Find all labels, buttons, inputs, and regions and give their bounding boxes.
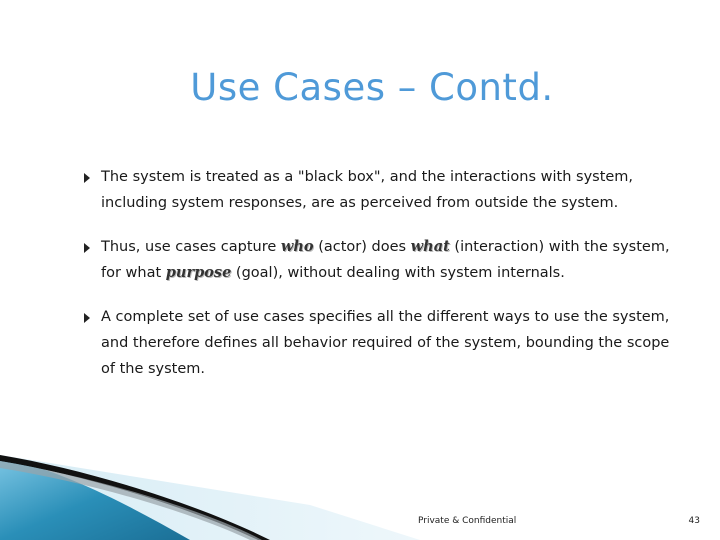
footer-text: Private & Confidential <box>418 516 517 526</box>
emphasis-text: what <box>410 238 450 255</box>
page-number: 43 <box>688 516 700 526</box>
bullet-text: (actor) does <box>313 239 411 255</box>
bullet-list <box>84 164 684 400</box>
emphasis-text: purpose <box>165 264 232 281</box>
slide-title: Use Cases – Contd. <box>190 66 554 109</box>
bullet-item <box>84 164 684 216</box>
bullet-item <box>84 234 684 286</box>
bullet-text: A complete set of use cases specifies all the different ways to use the system, and therefore defines all behavior required of the system, bounding the scope of the system. <box>101 309 670 377</box>
bullet-item <box>84 304 684 382</box>
emphasis-text: who <box>280 238 314 255</box>
bullet-text: Thus, use cases capture <box>101 239 281 255</box>
bullet-text: (interaction) with the system, for what <box>101 239 670 281</box>
triangle-right-icon <box>84 173 90 183</box>
bullet-text: (goal), without dealing with system internals. <box>231 265 565 281</box>
bullet-text: The system is treated as a "black box", and the interactions with system, including system responses, are as perceived from outside the system. <box>101 169 634 211</box>
triangle-right-icon <box>84 243 90 253</box>
triangle-right-icon <box>84 313 90 323</box>
